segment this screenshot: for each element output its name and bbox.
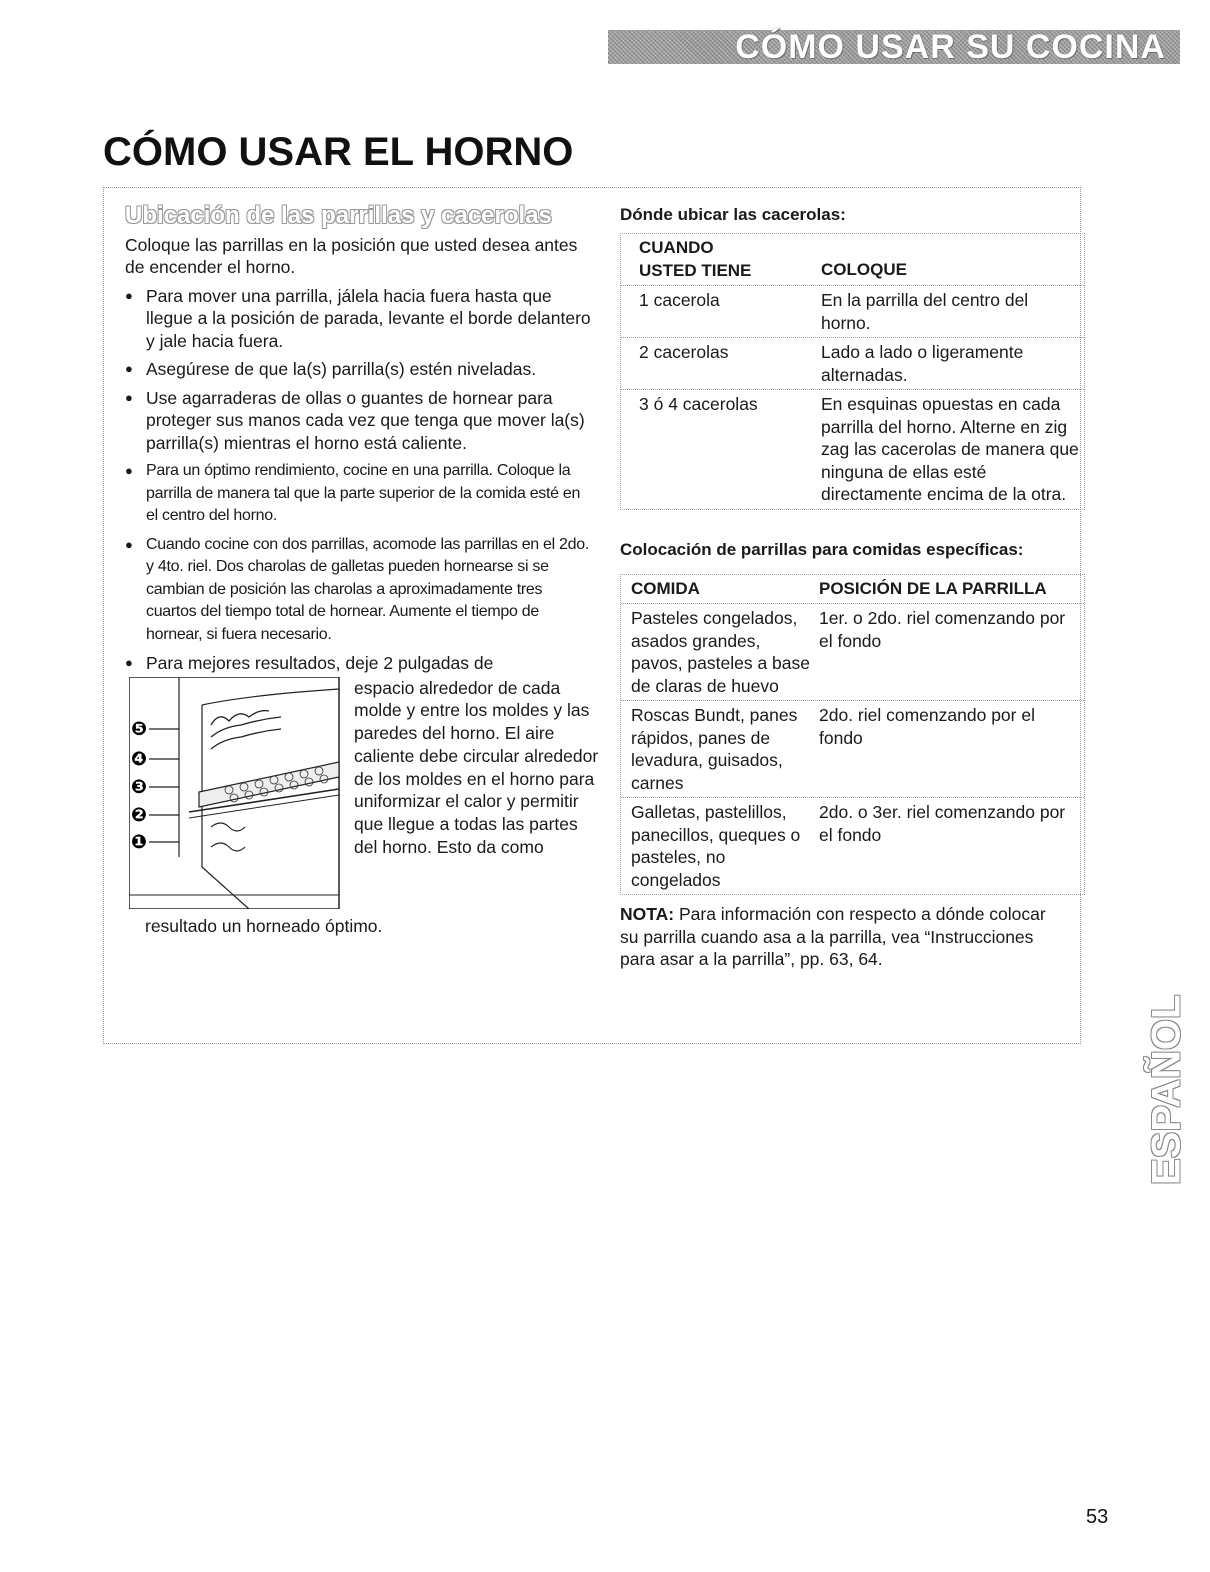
table-cell: Galletas, pastelillos, panecillos, queques o pasteles, no congelados <box>631 802 801 890</box>
table-cell: Pasteles congelados, asados grandes, pavos, pasteles a base de claras de huevo <box>631 608 811 696</box>
note-label: NOTA: <box>620 904 675 924</box>
table-cell: 1 cacerola <box>639 290 720 310</box>
rack-number-2: ❷ <box>131 803 148 826</box>
col-header: CUANDO USTED TIENE <box>639 238 752 280</box>
bullet-item: ● Use agarraderas de ollas o guantes de hornear para proteger sus manos cada vez que tenga que mover la(s) parrilla(s) mientras el horno está caliente. <box>125 387 595 455</box>
table-row <box>621 337 1084 389</box>
col-header: COLOQUE <box>821 260 907 279</box>
bullet-item: ● Para mejores resultados, deje 2 pulgadas de <box>125 652 595 675</box>
rack-number-4: ❹ <box>131 747 148 770</box>
bullet-continuation: espacio alrededor de cada molde y entre los moldes y las paredes del horno. El aire caliente debe circular alrededor de los moldes en el horno para uniformizar el calor y permitir que llegue a todas las partes del horno. Esto da como <box>354 677 599 858</box>
note-paragraph <box>620 903 1060 971</box>
left-column <box>125 202 599 937</box>
table-row <box>621 797 1084 894</box>
pans-table <box>620 233 1085 510</box>
page-title: CÓMO USAR EL HORNO <box>103 130 574 174</box>
rack-number-1: ❶ <box>131 830 148 853</box>
note-text: Para información con respecto a dónde colocar su parrilla cuando asa a la parrilla, vea “Instrucciones para asar a la parrilla”, pp. 63, 64. <box>620 904 1046 969</box>
rack-number-3: ❸ <box>131 775 148 798</box>
table1-heading: Dónde ubicar las cacerolas: <box>620 205 846 224</box>
bullet-item: ● Cuando cocine con dos parrillas, acomode las parrillas en el 2do. y 4to. riel. Dos charolas de galletas pueden hornearse si se cambian de posición las charolas a aproximadamente tres cuartos del tiempo total de hornear. Aumente el tiempo de hornear, si fuera necesario. <box>125 534 595 647</box>
table-row <box>621 389 1084 509</box>
table-cell: Roscas Bundt, panes rápidos, panes de levadura, guisados, carnes <box>631 705 798 793</box>
oven-rack-illustration <box>129 677 345 909</box>
table-cell: 3 ó 4 cacerolas <box>639 394 758 414</box>
table-row <box>621 603 1084 700</box>
table-row <box>621 700 1084 797</box>
page-number: 53 <box>1086 1506 1109 1528</box>
bullet-item: ● Para mover una parrilla, jálela hacia fuera hasta que llegue a la posición de parada, levante el borde delantero y jale hacia fuera. <box>125 285 595 353</box>
bullet-item: ● Para un óptimo rendimiento, cocine en una parrilla. Coloque la parrilla de manera tal que la parte superior de la comida esté en el centro del horno. <box>125 460 595 528</box>
table-header <box>621 575 1084 604</box>
language-side-tab: ESPAÑOL <box>1144 994 1189 1186</box>
bullet-item: ● Asegúrese de que la(s) parrilla(s) estén niveladas. <box>125 358 595 381</box>
table-header <box>621 234 1084 285</box>
table-cell: En esquinas opuestas en cada parrilla del horno. Alterne en zig zag las cacerolas de manera que ninguna de ellas esté directamente encima de la otra. <box>821 394 1079 504</box>
figure-block <box>125 677 599 915</box>
intro-paragraph: Coloque las parrillas en la posición que usted desea antes de encender el horno. <box>125 234 578 277</box>
table-cell: 2do. riel comenzando por el fondo <box>819 705 1035 748</box>
rack-number-5: ❺ <box>131 717 148 740</box>
right-column <box>620 205 1090 971</box>
table-cell: 2 cacerolas <box>639 342 729 362</box>
col-header: COMIDA <box>631 578 700 598</box>
table2-heading: Colocación de parrillas para comidas específicas: <box>620 539 1024 559</box>
table-cell: Lado a lado o ligeramente alternadas. <box>821 342 1024 385</box>
bullet-ending: resultado un horneado óptimo. <box>145 915 383 936</box>
section-heading: Ubicación de las parrillas y cacerolas <box>125 202 552 229</box>
table-cell: 1er. o 2do. riel comenzando por el fondo <box>819 608 1066 651</box>
bullet-list <box>125 285 595 675</box>
table-cell: En la parrilla del centro del horno. <box>821 290 1029 333</box>
table-row <box>621 285 1084 337</box>
table-cell: 2do. o 3er. riel comenzando por el fondo <box>819 802 1066 845</box>
foods-table <box>620 574 1085 896</box>
section-banner: CÓMO USAR SU COCINA <box>608 30 1180 64</box>
col-header: POSICIÓN DE LA PARRILLA <box>819 578 1047 598</box>
